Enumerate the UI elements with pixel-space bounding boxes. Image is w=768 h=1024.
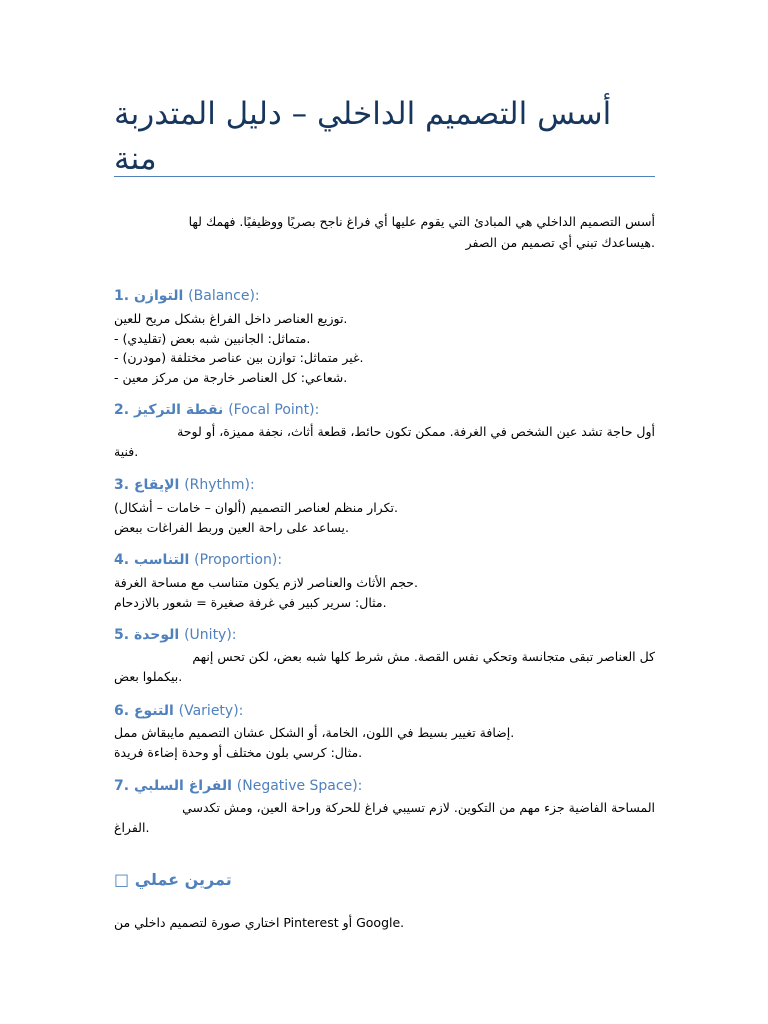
section-title-ar: نقطة التركيز [133, 402, 224, 418]
section-body-negative-space [114, 798, 655, 837]
intro-paragraph [114, 211, 655, 253]
section-number: 1. [114, 288, 130, 304]
section-body-focal-point [114, 422, 655, 461]
section-number: 4. [114, 552, 130, 568]
body-line: مثال: سرير كبير في غرفة صغيرة = شعور بالازدحام. [114, 594, 387, 610]
section-heading-variety [114, 700, 655, 722]
section-heading-unity [114, 624, 655, 646]
body-line: توزيع العناصر داخل الفراغ بشكل مريح للعين. [114, 311, 348, 326]
section-title-en: (Rhythm): [184, 477, 255, 493]
body-line: حجم الأثاث والعناصر لازم يكون متناسب مع مساحة الغرفة. [114, 575, 419, 590]
section-title-ar: الفراغ السلبي [133, 778, 232, 794]
section-body-proportion [114, 573, 655, 612]
title-underline [114, 176, 655, 177]
section-title-en: (Focal Point): [228, 402, 320, 418]
body-line: - متماثل: الجانبين شبه بعض (تقليدي). [114, 330, 311, 346]
section-title-ar: الوحدة [133, 627, 180, 643]
body-line: كل العناصر تبقى متجانسة وتحكي نفس القصة. مش شرط كلها شبه بعض، لكن تحس إنهم [192, 649, 655, 664]
body-line: تكرار منظم لعناصر التصميم (ألوان – خامات – أشكال). [114, 500, 398, 515]
section-number: 6. [114, 703, 130, 719]
section-number: 2. [114, 402, 130, 418]
section-number: 7. [114, 778, 130, 794]
section-title-ar: التنوع [133, 703, 174, 719]
exercise-title: تمرين عملي [134, 870, 232, 889]
section-body-rhythm [114, 498, 655, 537]
body-line: إضافة تغيير بسيط في اللون، الخامة، أو الشكل عشان التصميم مايبقاش ممل. [114, 725, 515, 740]
section-heading-rhythm [114, 474, 655, 496]
body-line: - غير متماثل: توازن بين عناصر مختلفة (مودرن). [114, 350, 364, 365]
section-title-en: (Balance): [188, 288, 260, 304]
body-line: الفراغ. [114, 819, 150, 835]
section-body-balance [114, 309, 655, 387]
section-number: 5. [114, 627, 130, 643]
section-title-ar: التوازن [133, 288, 184, 304]
section-title-en: (Negative Space): [236, 778, 363, 794]
section-heading-proportion [114, 549, 655, 571]
section-title-en: (Proportion): [194, 552, 283, 568]
body-line: أول حاجة تشد عين الشخص في الغرفة. ممكن تكون حائط، قطعة أثاث، نجفة مميزة، أو لوحة [177, 424, 655, 439]
exercise-text: اختاري صورة لتصميم داخلي من Pinterest أو Google. [114, 915, 405, 930]
exercise-heading [114, 868, 232, 892]
section-heading-negative-space [114, 775, 655, 797]
section-body-variety [114, 723, 655, 762]
body-line: - شعاعي: كل العناصر خارجة من مركز معين. [114, 369, 348, 385]
intro-line-2: هيساعدك تبني أي تصميم من الصفر. [465, 235, 655, 250]
section-title-en: (Unity): [184, 627, 237, 643]
body-line: المساحة الفاضية جزء مهم من التكوين. لازم تسيبي فراغ للحركة وراحة العين، ومش تكدسي [182, 800, 655, 815]
body-line: يساعد على راحة العين وربط الفراغات ببعض. [114, 519, 349, 535]
page-title: أسس التصميم الداخلي – دليل المتدربة منة [114, 96, 612, 177]
section-heading-balance [114, 285, 655, 307]
body-line: مثال: كرسي بلون مختلف أو وحدة إضاءة فريدة. [114, 744, 363, 760]
body-line: بيكملوا بعض. [114, 668, 183, 684]
intro-line-1: أسس التصميم الداخلي هي المبادئ التي يقوم عليها أي فراغ ناجح بصريًا ووظيفيًا. فهمك لها [188, 214, 655, 229]
section-title-ar: التناسب [133, 552, 190, 568]
section-body-unity [114, 647, 655, 686]
section-title-en: (Variety): [178, 703, 244, 719]
exercise-icon: □ [114, 870, 130, 889]
section-number: 3. [114, 477, 130, 493]
section-title-ar: الإيقاع [133, 477, 180, 493]
body-line: فنية. [114, 443, 139, 459]
section-heading-focal-point [114, 399, 655, 421]
